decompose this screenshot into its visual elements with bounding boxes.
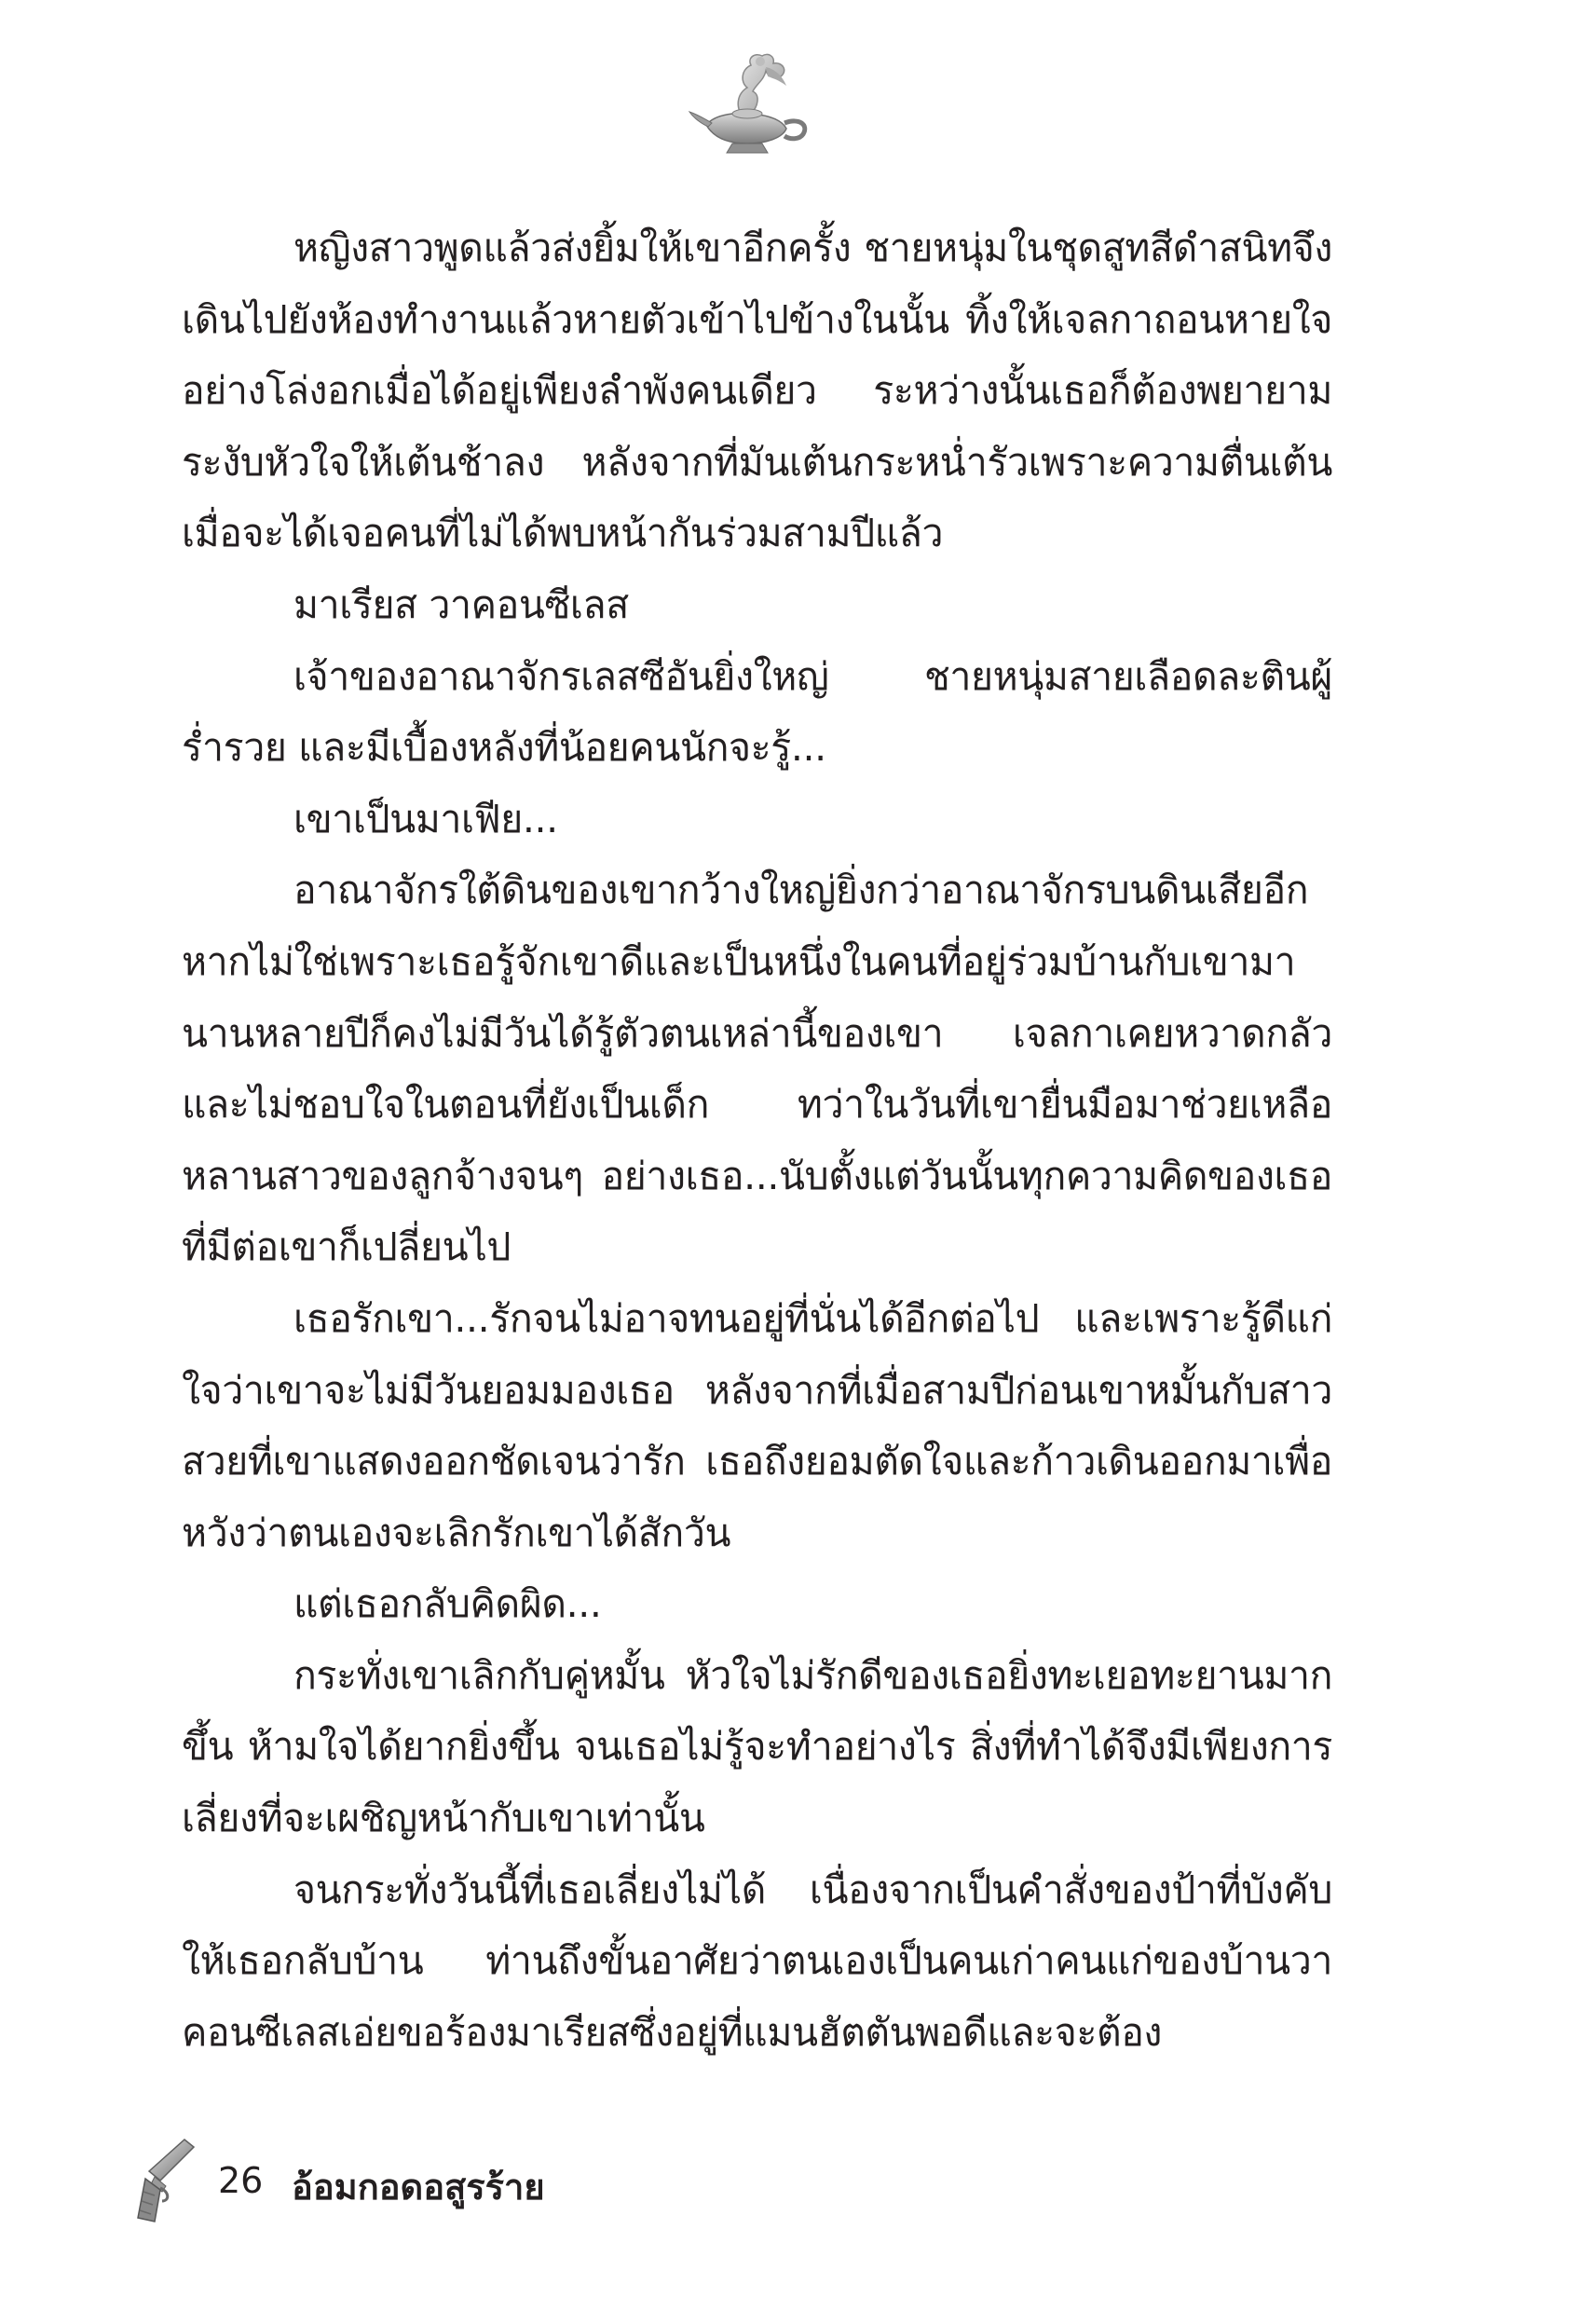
paragraph: เขาเป็นมาเฟีย... bbox=[293, 796, 558, 841]
page-number: 26 bbox=[218, 2160, 264, 2201]
paragraph: จนกระทั่งวันนี้ที่เธอเลี่ยงไม่ได้ เนื่องจากเป็นคำสั่งของป้าที่บังคับให้เธอกลับบ้าน ท่านถึงขั้นอาศัยว่าตนเองเป็นคนเก่าคนแก่ของบ้านวาคอนซีเลสเอ่ยขอร้องมาเรียสซึ่งอยู่ที่แมนฮัตตันพอดีและจะต้อง bbox=[182, 1867, 1332, 2055]
paragraph: หญิงสาวพูดแล้วส่งยิ้มให้เขาอีกครั้ง ชายหนุ่มในชุดสูทสีดำสนิทจึงเดินไปยังห้องทำงานแล้วหายตัวเข้าไปข้างในนั้น ทิ้งให้เจลกาถอนหายใจอย่างโล่งอกเมื่อได้อยู่เพียงลำพังคนเดียว ระหว่างนั้นเธอก็ต้องพยายามระงับหัวใจให้เต้นช้าลง หลังจากที่มันเต้นกระหน่ำรัวเพราะความตื่นเต้นเมื่อจะได้เจอคนที่ไม่ได้พบหน้ากันร่วมสามปีแล้ว bbox=[182, 226, 1332, 556]
paragraph: กระทั่งเขาเลิกกับคู่หมั้น หัวใจไม่รักดีของเธอยิ่งทะเยอทะยานมากขึ้น ห้ามใจได้ยากยิ่งขึ้น จนเธอไม่รู้จะทำอย่างไร สิ่งที่ทำได้จึงมีเพียงการเลี่ยงที่จะเผชิญหน้ากับเขาเท่านั้น bbox=[182, 1652, 1332, 1841]
paragraph: เจ้าของอาณาจักรเลสซีอันยิ่งใหญ่ ชายหนุ่มสายเลือดละตินผู้ร่ำรวย และมีเบื้องหลังที่น้อยคนนักจะรู้... bbox=[182, 653, 1332, 771]
body-text bbox=[182, 212, 1332, 2104]
paragraph: แต่เธอกลับคิดผิด... bbox=[293, 1581, 602, 1627]
page-footer bbox=[129, 2134, 781, 2227]
paragraph: อาณาจักรใต้ดินของเขากว้างใหญ่ยิ่งกว่าอาณาจักรบนดินเสียอีก หากไม่ใช่เพราะเธอรู้จักเขาดีและเป็นหนึ่งในคนที่อยู่ร่วมบ้านกับเขามานานหลายปีก็คงไม่มีวันได้รู้ตัวตนเหล่านี้ของเขา เจลกาเคยหวาดกลัวและไม่ชอบใจในตอนที่ยังเป็นเด็ก ทว่าในวันที่เขายื่นมือมาช่วยเหลือหลานสาวของลูกจ้างจนๆ อย่างเธอ...นับตั้งแต่วันนั้นทุกความคิดของเธอที่มีต่อเขาก็เปลี่ยนไป bbox=[182, 868, 1332, 1270]
book-title: อ้อมกอดอสูรร้าย bbox=[292, 2167, 545, 2208]
paragraph: มาเรียส วาคอนซีเลส bbox=[293, 581, 629, 627]
genie-lamp-icon bbox=[686, 48, 816, 158]
paragraph: เธอรักเขา...รักจนไม่อาจทนอยู่ที่นั่นได้อีกต่อไป และเพราะรู้ดีแก่ใจว่าเขาจะไม่มีวันยอมมองเธอ หลังจากที่เมื่อสามปีก่อนเขาหมั้นกับสาวสวยที่เขาแสดงออกชัดเจนว่ารัก เธอถึงยอมตัดใจและก้าวเดินออกมาเพื่อหวังว่าตนเองจะเลิกรักเขาได้สักวัน bbox=[182, 1295, 1332, 1555]
pistol-icon bbox=[129, 2134, 203, 2227]
